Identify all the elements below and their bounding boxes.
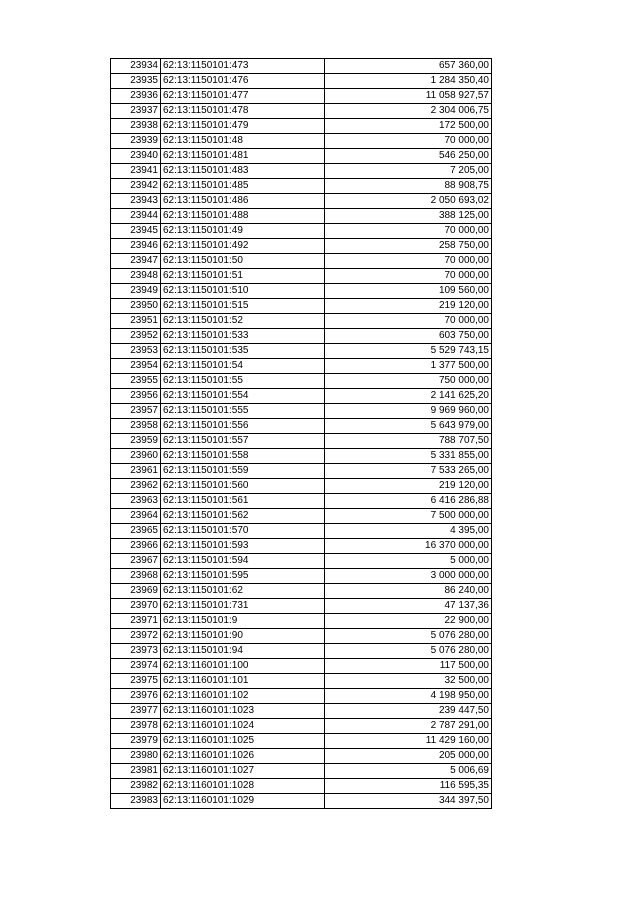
row-number-cell: 23978 — [111, 719, 161, 734]
table-row — [111, 614, 492, 629]
row-number-cell: 23950 — [111, 299, 161, 314]
table-row — [111, 89, 492, 104]
cadastral-value-cell: 1 377 500,00 — [325, 359, 492, 374]
cadastral-number-cell: 62:13:1150101:9 — [161, 614, 325, 629]
cadastral-number-cell: 62:13:1150101:561 — [161, 494, 325, 509]
cadastral-value-cell: 70 000,00 — [325, 224, 492, 239]
cadastral-value-cell: 4 198 950,00 — [325, 689, 492, 704]
row-number-cell: 23983 — [111, 794, 161, 809]
row-number-cell: 23943 — [111, 194, 161, 209]
row-number-cell: 23957 — [111, 404, 161, 419]
table-row — [111, 209, 492, 224]
table-row — [111, 584, 492, 599]
cadastral-value-cell: 5 000,00 — [325, 554, 492, 569]
cadastral-value-cell: 116 595,35 — [325, 779, 492, 794]
cadastral-number-cell: 62:13:1150101:515 — [161, 299, 325, 314]
cadastral-value-cell: 205 000,00 — [325, 749, 492, 764]
table-row — [111, 749, 492, 764]
row-number-cell: 23972 — [111, 629, 161, 644]
cadastral-value-cell: 32 500,00 — [325, 674, 492, 689]
table-row — [111, 794, 492, 809]
table-row — [111, 224, 492, 239]
cadastral-number-cell: 62:13:1150101:478 — [161, 104, 325, 119]
cadastral-value-cell: 2 304 006,75 — [325, 104, 492, 119]
cadastral-value-cell: 47 137,36 — [325, 599, 492, 614]
row-number-cell: 23952 — [111, 329, 161, 344]
cadastral-number-cell: 62:13:1160101:102 — [161, 689, 325, 704]
cadastral-value-cell: 109 560,00 — [325, 284, 492, 299]
table-row — [111, 434, 492, 449]
cadastral-number-cell: 62:13:1150101:483 — [161, 164, 325, 179]
table-row — [111, 194, 492, 209]
cadastral-value-cell: 70 000,00 — [325, 134, 492, 149]
row-number-cell: 23951 — [111, 314, 161, 329]
cadastral-value-cell: 258 750,00 — [325, 239, 492, 254]
cadastral-number-cell: 62:13:1150101:731 — [161, 599, 325, 614]
cadastral-value-cell: 344 397,50 — [325, 794, 492, 809]
table-row — [111, 449, 492, 464]
cadastral-number-cell: 62:13:1150101:50 — [161, 254, 325, 269]
cadastral-value-cell: 7 533 265,00 — [325, 464, 492, 479]
cadastral-number-cell: 62:13:1160101:100 — [161, 659, 325, 674]
row-number-cell: 23942 — [111, 179, 161, 194]
cadastral-number-cell: 62:13:1150101:48 — [161, 134, 325, 149]
table-row — [111, 269, 492, 284]
table-row — [111, 344, 492, 359]
table-row — [111, 464, 492, 479]
row-number-cell: 23938 — [111, 119, 161, 134]
row-number-cell: 23940 — [111, 149, 161, 164]
cadastral-value-cell: 657 360,00 — [325, 59, 492, 74]
table-row — [111, 254, 492, 269]
cadastral-number-cell: 62:13:1150101:535 — [161, 344, 325, 359]
cadastral-value-cell: 5 529 743,15 — [325, 344, 492, 359]
row-number-cell: 23981 — [111, 764, 161, 779]
table-body — [111, 59, 492, 809]
table-row — [111, 569, 492, 584]
cadastral-value-table — [110, 58, 492, 809]
table-row — [111, 284, 492, 299]
table-row — [111, 734, 492, 749]
table-row — [111, 494, 492, 509]
table-row — [111, 314, 492, 329]
cadastral-number-cell: 62:13:1150101:52 — [161, 314, 325, 329]
cadastral-value-cell: 219 120,00 — [325, 479, 492, 494]
cadastral-number-cell: 62:13:1150101:486 — [161, 194, 325, 209]
row-number-cell: 23976 — [111, 689, 161, 704]
row-number-cell: 23937 — [111, 104, 161, 119]
table-row — [111, 719, 492, 734]
row-number-cell: 23935 — [111, 74, 161, 89]
cadastral-value-cell: 70 000,00 — [325, 314, 492, 329]
table-row — [111, 704, 492, 719]
row-number-cell: 23939 — [111, 134, 161, 149]
table-row — [111, 659, 492, 674]
row-number-cell: 23956 — [111, 389, 161, 404]
cadastral-value-cell: 5 076 280,00 — [325, 629, 492, 644]
cadastral-number-cell: 62:13:1150101:477 — [161, 89, 325, 104]
cadastral-number-cell: 62:13:1150101:593 — [161, 539, 325, 554]
cadastral-value-cell: 219 120,00 — [325, 299, 492, 314]
row-number-cell: 23958 — [111, 419, 161, 434]
cadastral-value-cell: 172 500,00 — [325, 119, 492, 134]
cadastral-number-cell: 62:13:1150101:479 — [161, 119, 325, 134]
cadastral-number-cell: 62:13:1160101:1026 — [161, 749, 325, 764]
cadastral-value-cell: 70 000,00 — [325, 254, 492, 269]
cadastral-number-cell: 62:13:1150101:555 — [161, 404, 325, 419]
table-row — [111, 554, 492, 569]
cadastral-value-cell: 788 707,50 — [325, 434, 492, 449]
cadastral-number-cell: 62:13:1150101:49 — [161, 224, 325, 239]
row-number-cell: 23944 — [111, 209, 161, 224]
cadastral-number-cell: 62:13:1150101:90 — [161, 629, 325, 644]
table-row — [111, 524, 492, 539]
cadastral-value-cell: 88 908,75 — [325, 179, 492, 194]
cadastral-number-cell: 62:13:1150101:55 — [161, 374, 325, 389]
cadastral-value-cell: 11 429 160,00 — [325, 734, 492, 749]
table-row — [111, 629, 492, 644]
cadastral-value-cell: 16 370 000,00 — [325, 539, 492, 554]
cadastral-value-cell: 546 250,00 — [325, 149, 492, 164]
cadastral-value-cell: 86 240,00 — [325, 584, 492, 599]
table-row — [111, 104, 492, 119]
table-row — [111, 359, 492, 374]
table-row — [111, 389, 492, 404]
row-number-cell: 23960 — [111, 449, 161, 464]
table-row — [111, 329, 492, 344]
table-row — [111, 164, 492, 179]
cadastral-number-cell: 62:13:1150101:473 — [161, 59, 325, 74]
cadastral-value-cell: 6 416 286,88 — [325, 494, 492, 509]
cadastral-value-cell: 5 006,69 — [325, 764, 492, 779]
cadastral-value-cell: 603 750,00 — [325, 329, 492, 344]
cadastral-value-cell: 2 787 291,00 — [325, 719, 492, 734]
cadastral-number-cell: 62:13:1150101:510 — [161, 284, 325, 299]
row-number-cell: 23947 — [111, 254, 161, 269]
cadastral-number-cell: 62:13:1150101:54 — [161, 359, 325, 374]
row-number-cell: 23977 — [111, 704, 161, 719]
cadastral-value-cell: 3 000 000,00 — [325, 569, 492, 584]
table-row — [111, 149, 492, 164]
table-row — [111, 374, 492, 389]
cadastral-number-cell: 62:13:1150101:485 — [161, 179, 325, 194]
cadastral-value-cell: 1 284 350,40 — [325, 74, 492, 89]
row-number-cell: 23971 — [111, 614, 161, 629]
cadastral-value-cell: 22 900,00 — [325, 614, 492, 629]
row-number-cell: 23945 — [111, 224, 161, 239]
cadastral-value-cell: 2 050 693,02 — [325, 194, 492, 209]
cadastral-number-cell: 62:13:1160101:1028 — [161, 779, 325, 794]
row-number-cell: 23953 — [111, 344, 161, 359]
cadastral-number-cell: 62:13:1150101:488 — [161, 209, 325, 224]
cadastral-value-cell: 70 000,00 — [325, 269, 492, 284]
cadastral-number-cell: 62:13:1150101:481 — [161, 149, 325, 164]
table-row — [111, 689, 492, 704]
row-number-cell: 23975 — [111, 674, 161, 689]
row-number-cell: 23980 — [111, 749, 161, 764]
cadastral-value-cell: 7 500 000,00 — [325, 509, 492, 524]
row-number-cell: 23969 — [111, 584, 161, 599]
row-number-cell: 23968 — [111, 569, 161, 584]
table-row — [111, 134, 492, 149]
row-number-cell: 23936 — [111, 89, 161, 104]
table-row — [111, 479, 492, 494]
row-number-cell: 23954 — [111, 359, 161, 374]
row-number-cell: 23949 — [111, 284, 161, 299]
cadastral-number-cell: 62:13:1150101:595 — [161, 569, 325, 584]
row-number-cell: 23965 — [111, 524, 161, 539]
row-number-cell: 23966 — [111, 539, 161, 554]
cadastral-number-cell: 62:13:1150101:557 — [161, 434, 325, 449]
cadastral-value-cell: 750 000,00 — [325, 374, 492, 389]
cadastral-number-cell: 62:13:1160101:1029 — [161, 794, 325, 809]
cadastral-number-cell: 62:13:1150101:556 — [161, 419, 325, 434]
cadastral-number-cell: 62:13:1150101:562 — [161, 509, 325, 524]
cadastral-number-cell: 62:13:1150101:560 — [161, 479, 325, 494]
table-row — [111, 59, 492, 74]
cadastral-value-cell: 5 643 979,00 — [325, 419, 492, 434]
cadastral-value-cell: 11 058 927,57 — [325, 89, 492, 104]
table-row — [111, 299, 492, 314]
cadastral-number-cell: 62:13:1150101:558 — [161, 449, 325, 464]
row-number-cell: 23979 — [111, 734, 161, 749]
cadastral-number-cell: 62:13:1150101:94 — [161, 644, 325, 659]
cadastral-number-cell: 62:13:1160101:1024 — [161, 719, 325, 734]
cadastral-number-cell: 62:13:1160101:1027 — [161, 764, 325, 779]
cadastral-number-cell: 62:13:1150101:533 — [161, 329, 325, 344]
cadastral-value-cell: 117 500,00 — [325, 659, 492, 674]
row-number-cell: 23948 — [111, 269, 161, 284]
row-number-cell: 23934 — [111, 59, 161, 74]
table-row — [111, 509, 492, 524]
table-row — [111, 404, 492, 419]
cadastral-value-cell: 7 205,00 — [325, 164, 492, 179]
cadastral-number-cell: 62:13:1150101:492 — [161, 239, 325, 254]
table-row — [111, 239, 492, 254]
cadastral-number-cell: 62:13:1150101:594 — [161, 554, 325, 569]
table-row — [111, 674, 492, 689]
table-row — [111, 179, 492, 194]
row-number-cell: 23964 — [111, 509, 161, 524]
cadastral-number-cell: 62:13:1150101:570 — [161, 524, 325, 539]
row-number-cell: 23967 — [111, 554, 161, 569]
cadastral-value-cell: 4 395,00 — [325, 524, 492, 539]
cadastral-value-cell: 388 125,00 — [325, 209, 492, 224]
cadastral-number-cell: 62:13:1160101:1025 — [161, 734, 325, 749]
row-number-cell: 23959 — [111, 434, 161, 449]
table-row — [111, 599, 492, 614]
table-row — [111, 539, 492, 554]
row-number-cell: 23962 — [111, 479, 161, 494]
cadastral-number-cell: 62:13:1150101:559 — [161, 464, 325, 479]
row-number-cell: 23970 — [111, 599, 161, 614]
table-row — [111, 644, 492, 659]
cadastral-number-cell: 62:13:1150101:554 — [161, 389, 325, 404]
row-number-cell: 23982 — [111, 779, 161, 794]
row-number-cell: 23955 — [111, 374, 161, 389]
row-number-cell: 23974 — [111, 659, 161, 674]
table-row — [111, 119, 492, 134]
row-number-cell: 23941 — [111, 164, 161, 179]
cadastral-value-cell: 239 447,50 — [325, 704, 492, 719]
cadastral-number-cell: 62:13:1150101:476 — [161, 74, 325, 89]
cadastral-number-cell: 62:13:1150101:51 — [161, 269, 325, 284]
cadastral-value-cell: 2 141 625,20 — [325, 389, 492, 404]
cadastral-value-cell: 9 969 960,00 — [325, 404, 492, 419]
table-row — [111, 74, 492, 89]
cadastral-number-cell: 62:13:1160101:1023 — [161, 704, 325, 719]
cadastral-value-cell: 5 076 280,00 — [325, 644, 492, 659]
cadastral-value-cell: 5 331 855,00 — [325, 449, 492, 464]
cadastral-number-cell: 62:13:1160101:101 — [161, 674, 325, 689]
row-number-cell: 23963 — [111, 494, 161, 509]
row-number-cell: 23973 — [111, 644, 161, 659]
table-row — [111, 419, 492, 434]
row-number-cell: 23961 — [111, 464, 161, 479]
table-row — [111, 764, 492, 779]
row-number-cell: 23946 — [111, 239, 161, 254]
cadastral-number-cell: 62:13:1150101:62 — [161, 584, 325, 599]
table-row — [111, 779, 492, 794]
